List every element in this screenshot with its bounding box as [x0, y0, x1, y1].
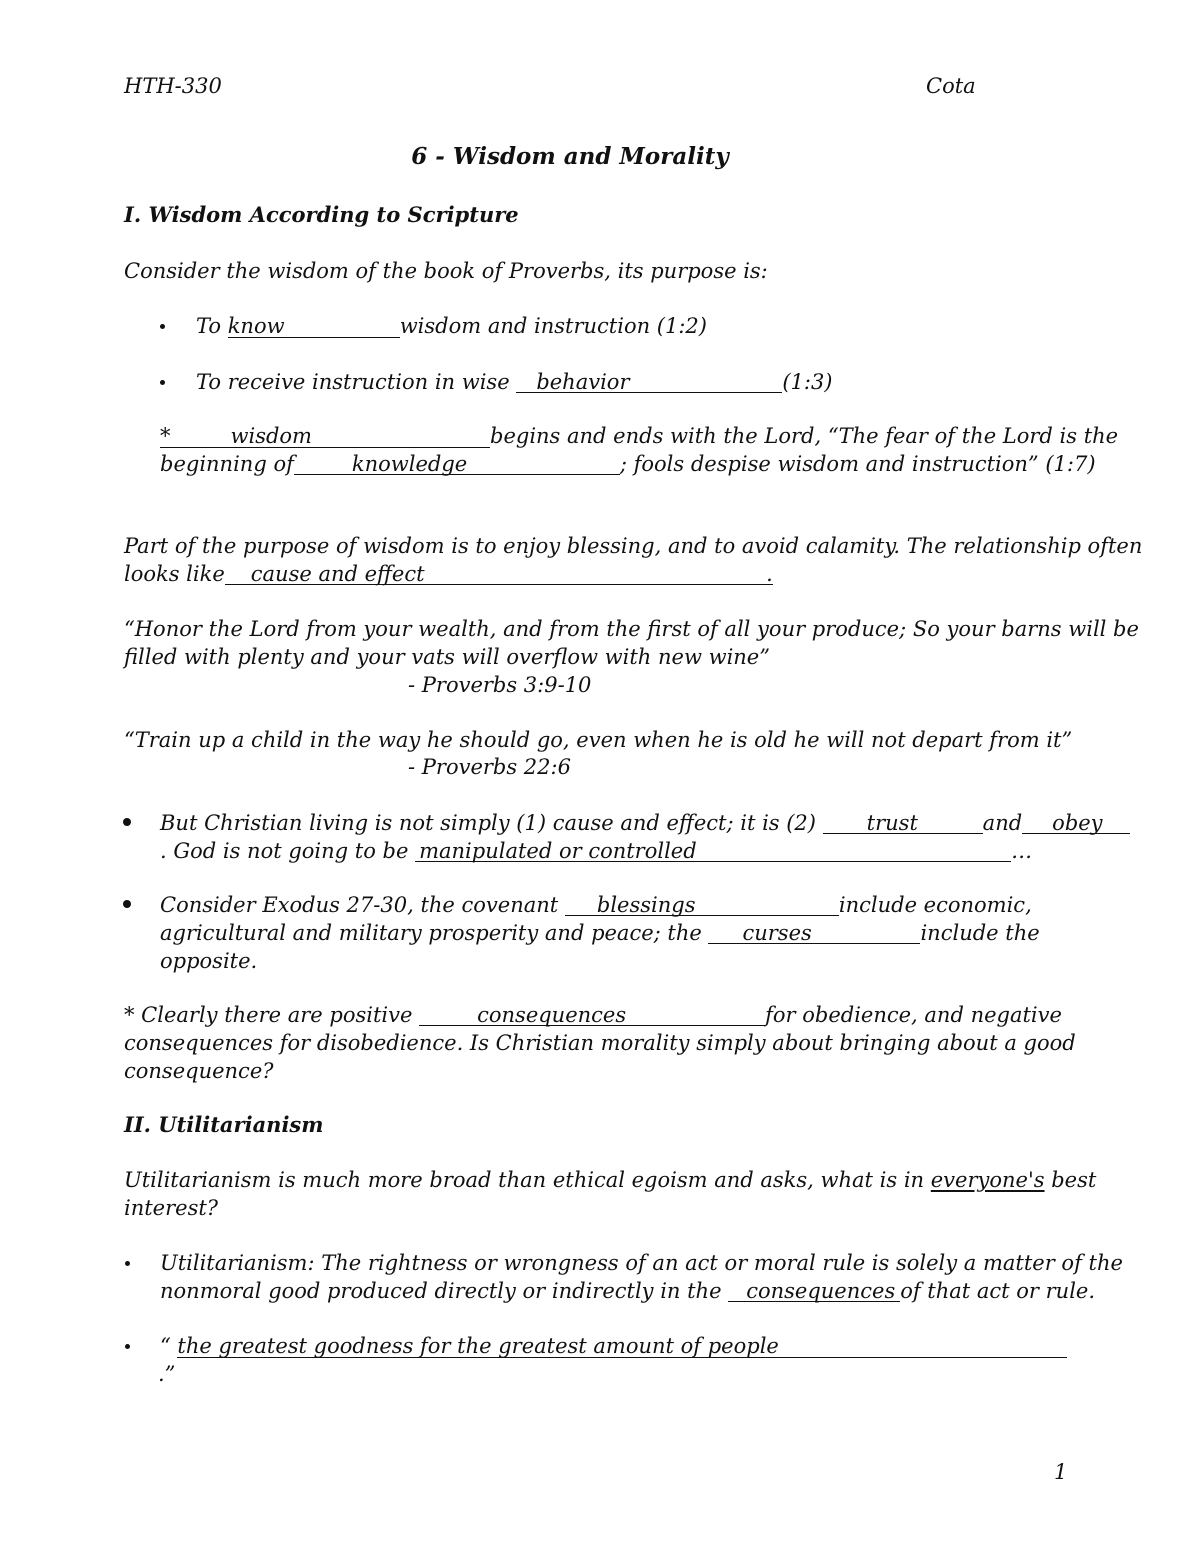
utilitarianism-intro-line2: interest?	[124, 1196, 219, 1220]
quote2-line1: “Train up a child in the way he should go, even when he is old he will not depart from it”	[124, 728, 1073, 752]
bullet-exodus-line2: agricultural and military prosperity and peace; the curses include the	[160, 921, 1040, 945]
clearly-line2: consequences for disobedience. Is Christian morality simply about bringing about a good	[124, 1031, 1076, 1055]
bullet-dot	[125, 1344, 130, 1349]
clearly-line3: consequence?	[124, 1059, 274, 1083]
section-heading-2: II. Utilitarianism	[124, 1112, 324, 1137]
fill-blank: consequences	[419, 1004, 765, 1026]
fill-blank: the greatest goodness for the greatest amount of people	[177, 1335, 1067, 1358]
bullet-to-know: To know wisdom and instruction (1:2)	[196, 314, 707, 338]
bullet-dot	[123, 818, 131, 826]
section1-intro: Consider the wisdom of the book of Proverbs, its purpose is:	[124, 259, 768, 283]
page-number: 1	[1054, 1460, 1068, 1484]
bullet-dot	[160, 324, 165, 329]
greatest-good-line2: .”	[158, 1362, 176, 1386]
quote2-reference: - Proverbs 22:6	[408, 755, 571, 779]
bullet-dot	[160, 380, 165, 385]
bullet-christian-living-line1: But Christian living is not simply (1) cause and effect; it is (2) trust and obey	[160, 809, 1130, 837]
fill-blank: obey	[1022, 812, 1130, 834]
purpose-line1: Part of the purpose of wisdom is to enjoy blessing, and to avoid calamity. The relationship often	[124, 534, 1143, 558]
fill-blank: curses	[708, 922, 920, 944]
fill-blank: trust	[823, 812, 983, 834]
bullet-receive-instruction: To receive instruction in wise behavior (1:3)	[196, 370, 833, 394]
star-wisdom-line2: beginning of knowledge ; fools despise wisdom and instruction” (1:7)	[160, 452, 1096, 476]
fill-blank: blessings	[565, 894, 839, 916]
quote1-reference: - Proverbs 3:9-10	[408, 673, 592, 697]
fill-blank: manipulated or controlled	[415, 840, 1011, 862]
bullet-dot	[123, 900, 131, 908]
header-author: Cota	[926, 74, 976, 98]
fill-blank: behavior	[516, 371, 782, 393]
section-heading-1: I. Wisdom According to Scripture	[124, 202, 519, 227]
bullet-dot	[125, 1261, 130, 1266]
fill-blank: cause and effect .	[225, 563, 773, 585]
purpose-line2: looks like cause and effect .	[124, 562, 773, 586]
page-title: 6 - Wisdom and Morality	[411, 143, 729, 170]
clearly-line1: * Clearly there are positive consequences for obedience, and negative	[124, 1003, 1062, 1027]
utilitarianism-intro-line1: Utilitarianism is much more broad than ethical egoism and asks, what is in everyone's best	[124, 1168, 1097, 1192]
bullet-christian-living-line2: . God is not going to be manipulated or controlled …	[160, 839, 1033, 863]
utilitarianism-def-line2: nonmoral good produced directly or indirectly in the consequences of that act or rule.	[160, 1279, 1096, 1303]
greatest-good-line1: “ the greatest goodness for the greatest amount of people	[160, 1332, 1067, 1360]
fill-blank: knowledge	[294, 453, 620, 475]
fill-blank: know	[228, 315, 400, 338]
quote1-line2: filled with plenty and your vats will overflow with new wine”	[124, 645, 770, 669]
bullet-exodus-line1: Consider Exodus 27-30, the covenant blessings include economic,	[160, 893, 1032, 917]
quote1-line1: “Honor the Lord from your wealth, and from the first of all your produce; So your barns will be	[124, 617, 1139, 641]
header-course: HTH-330	[124, 74, 222, 98]
utilitarianism-def-line1: Utilitarianism: The rightness or wrongness of an act or moral rule is solely a matter of the	[160, 1251, 1123, 1275]
star-wisdom-line1: * wisdom begins and ends with the Lord, “The fear of the Lord is the	[160, 424, 1119, 448]
fill-blank: consequences	[728, 1280, 900, 1302]
fill-blank: * wisdom	[160, 425, 490, 448]
bullet-exodus-line3: opposite.	[160, 949, 258, 973]
